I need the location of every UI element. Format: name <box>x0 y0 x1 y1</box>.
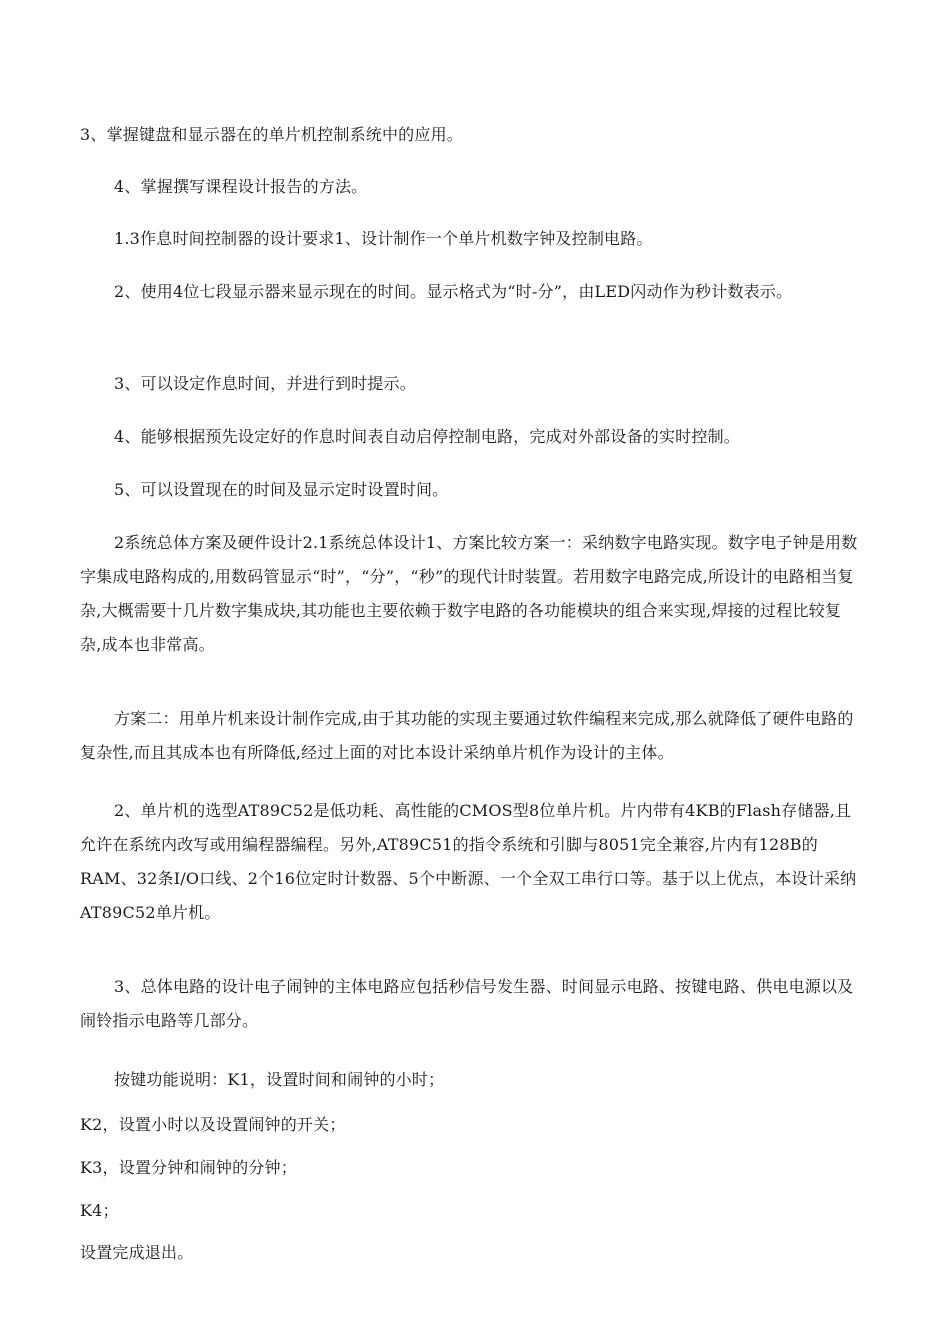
paragraph-key-k3: K3，设置分钟和闹钟的分钟； <box>80 1158 297 1177</box>
paragraph-requirement-5: 5、可以设置现在的时间及显示定时设置时间。 <box>114 480 449 499</box>
paragraph-objective-3: 3、掌握键盘和显示器在的单片机控制系统中的应用。 <box>80 125 463 144</box>
paragraph-overall-circuit: 3、总体电路的设计电子闹钟的主体电路应包括秒信号发生器、时间显示电路、按键电路、供电电源以及闹铃指示电路等几部分。 <box>80 977 854 1030</box>
paragraph-key-k1: 按键功能说明：K1，设置时间和闹钟的小时； <box>114 1070 445 1089</box>
paragraph-objective-4: 4、掌握撰写课程设计报告的方法。 <box>114 177 368 196</box>
paragraph-requirement-3: 3、可以设定作息时间，并进行到时提示。 <box>114 374 416 393</box>
paragraph-mcu-selection: 2、单片机的选型AT89C52是低功耗、高性能的CMOS型8位单片机。片内带有4KB的Flash存储器,且允许在系统内改写或用编程器编程。另外,AT89C51的指令系统和引脚与8051完全兼容,片内有128B的RAM、32条I/O口线、2个16位定时计数器、5个中断源、一个全双工串行口等。基于以上优点，本设计采纳AT89C52单片机。 <box>80 801 857 922</box>
paragraph-key-k2: K2，设置小时以及设置闹钟的开关； <box>80 1115 346 1134</box>
paragraph-finish: 设置完成退出。 <box>80 1243 194 1262</box>
paragraph-key-k4: K4； <box>80 1201 119 1220</box>
paragraph-requirement-2: 2、使用4位七段显示器来显示现在的时间。显示格式为“时-分”，由LED闪动作为秒计数表示。 <box>114 282 793 301</box>
paragraph-scheme-2: 方案二：用单片机来设计制作完成,由于其功能的实现主要通过软件编程来完成,那么就降低了硬件电路的复杂性,而且其成本也有所降低,经过上面的对比本设计采纳单片机作为设计的主体。 <box>80 709 854 762</box>
paragraph-requirement-4: 4、能够根据预先设定好的作息时间表自动启停控制电路，完成对外部设备的实时控制。 <box>114 427 740 446</box>
paragraph-requirement-1: 1.3作息时间控制器的设计要求1、设计制作一个单片机数字钟及控制电路。 <box>114 229 653 248</box>
paragraph-scheme-1: 2系统总体方案及硬件设计2.1系统总体设计1、方案比较方案一：采纳数字电路实现。数字电子钟是用数字集成电路构成的,用数码管显示“时”，“分”，“秒”的现代计时装置。若用数字电路完成,所设计的电路相当复杂,大概需要十几片数字集成块,其功能也主要依赖于数字电路的各功能模块的组合来实现,焊接的过程比较复杂,成本也非常高。 <box>80 533 858 654</box>
